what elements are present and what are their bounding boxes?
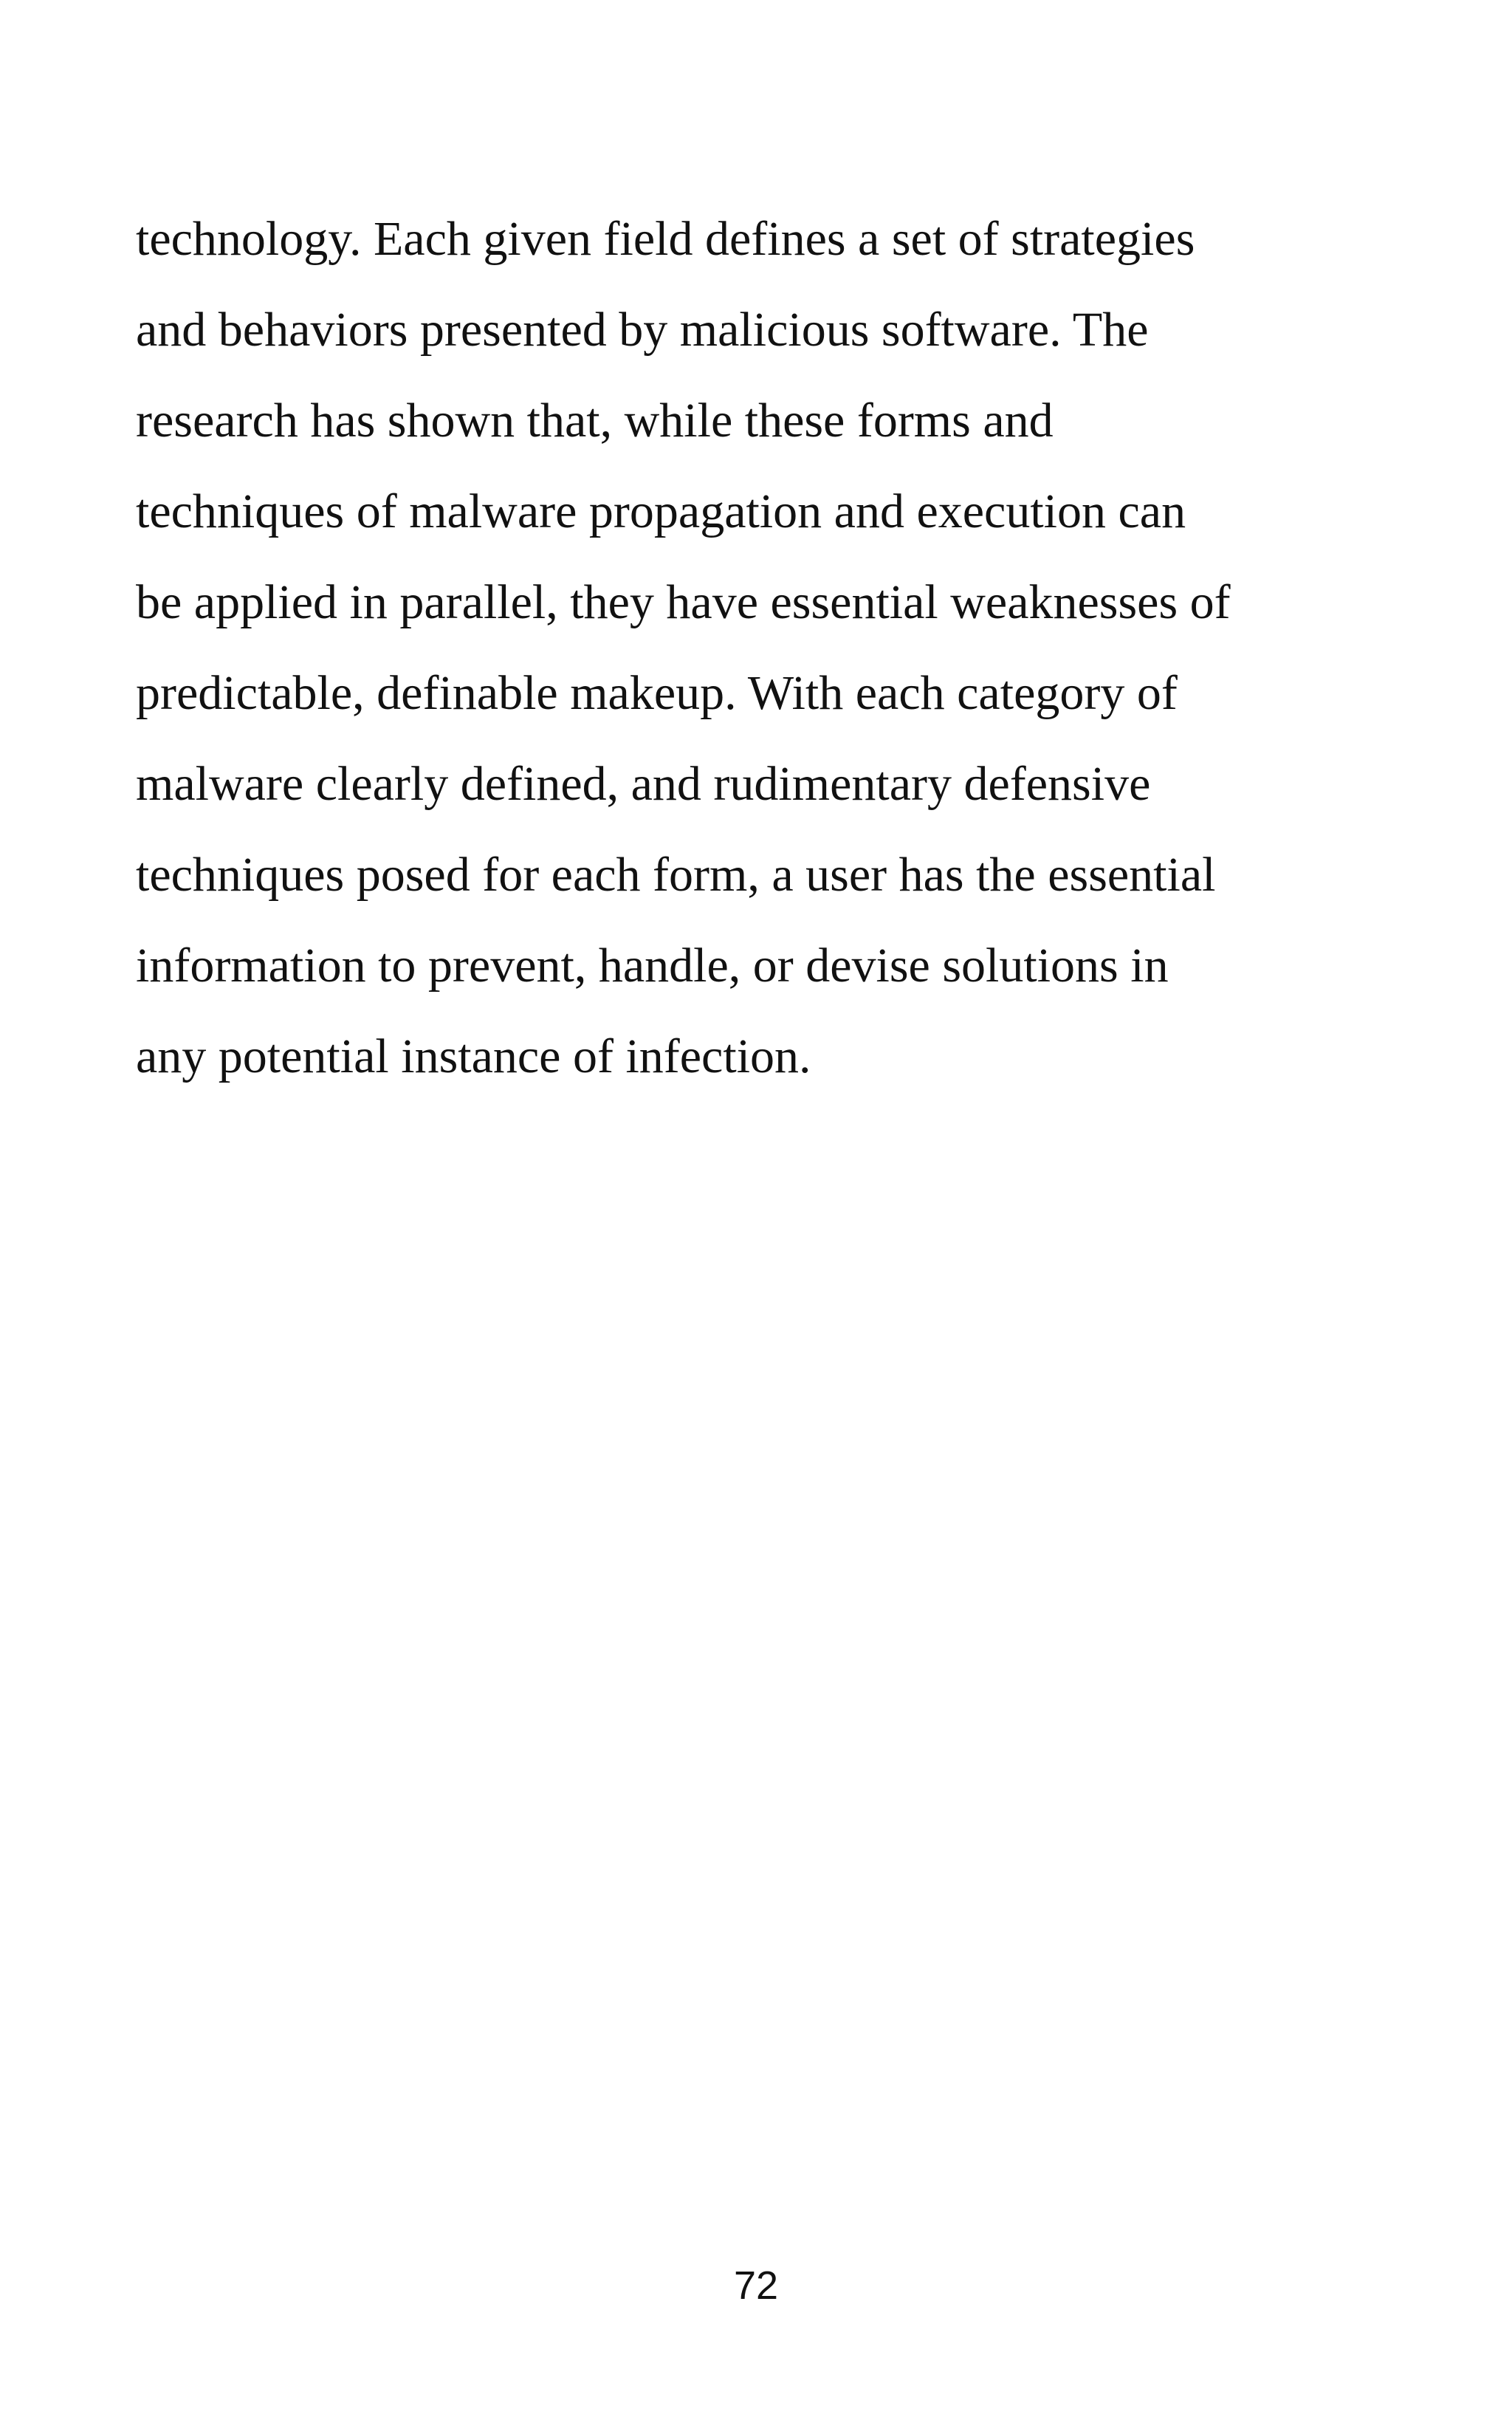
paragraph-line: predictable, definable makeup. With each category of xyxy=(136,666,1178,720)
paragraph-line: be applied in parallel, they have essential weaknesses of xyxy=(136,575,1231,629)
paragraph-line: any potential instance of infection. xyxy=(136,1029,811,1083)
paragraph-line: and behaviors presented by malicious software. The xyxy=(136,303,1149,357)
paragraph-line: information to prevent, handle, or devise solutions in xyxy=(136,939,1169,993)
body-paragraph xyxy=(136,193,1391,1102)
paragraph-line: techniques posed for each form, a user has the essential xyxy=(136,848,1216,902)
paragraph-line: techniques of malware propagation and execution can xyxy=(136,484,1186,538)
paragraph-line: technology. Each given field defines a set of strategies xyxy=(136,212,1195,266)
paragraph-line: malware clearly defined, and rudimentary defensive xyxy=(136,757,1151,811)
paragraph-line: research has shown that, while these forms and xyxy=(136,394,1054,448)
page-number: 72 xyxy=(733,2263,779,2308)
